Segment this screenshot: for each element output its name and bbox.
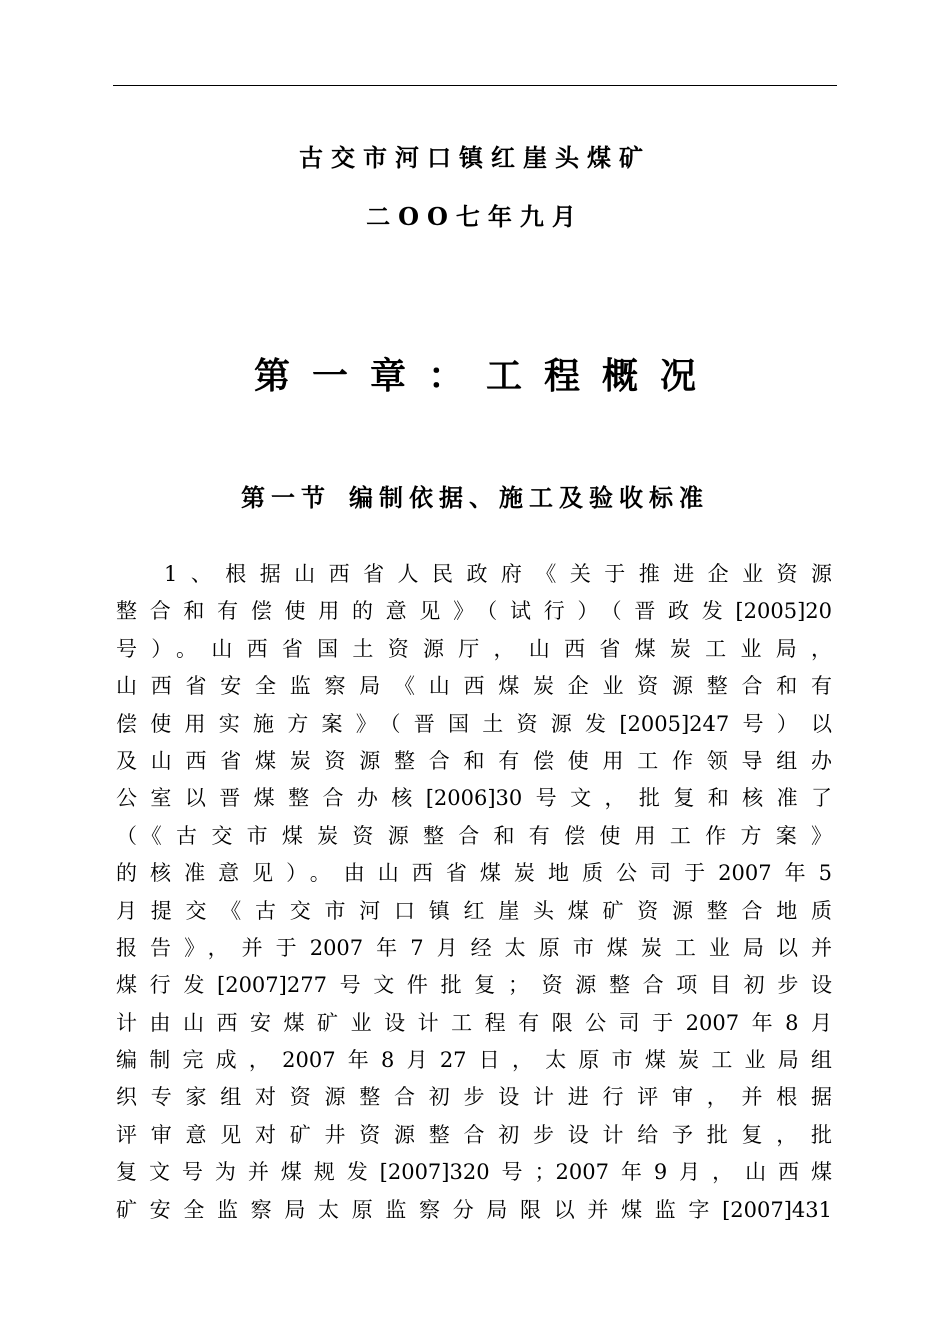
body-line: 月提交《古交市河口镇红崖头煤矿资源整合地质: [116, 898, 832, 923]
body-line: 编制完成，2007年8月27日，太原市煤炭工业局组: [116, 1048, 832, 1073]
body-line: 偿使用实施方案》（晋国土资源发[2005]247号）以: [116, 711, 832, 736]
body-paragraph: [116, 556, 832, 1229]
body-line: 1、根据山西省人民政府《关于推进企业资源: [164, 562, 832, 586]
company-name: 古交市河口镇红崖头煤矿: [299, 143, 651, 172]
section-title: 编制依据、施工及验收标准: [349, 483, 709, 512]
chapter-title: 第一章：工程概况: [253, 355, 718, 397]
body-line: 织专家组对资源整合初步设计进行评审，并根据: [116, 1085, 832, 1110]
body-line: 报告》，并于2007年7月经太原市煤炭工业局以并: [116, 935, 832, 960]
body-line: 矿安全监察局太原监察分局限以并煤监字[2007]431: [116, 1197, 832, 1222]
document-date: 二OO七年九月: [366, 202, 584, 231]
body-line: 山西省安全监察局《山西煤炭企业资源整合和有: [116, 674, 832, 699]
body-line: 整合和有偿使用的意见》（试行）（晋政发[2005]20: [116, 599, 832, 624]
body-line: 复文号为并煤规发[2007]320号；2007年9月，山西煤: [116, 1160, 832, 1185]
body-line: 煤行发[2007]277号文件批复；资源整合项目初步设: [116, 973, 832, 998]
body-line: 计由山西安煤矿业设计工程有限公司于2007年8月: [116, 1010, 832, 1035]
body-line: 及山西省煤炭资源整合和有偿使用工作领导组办: [116, 748, 832, 773]
body-line: 号）。山西省国土资源厅，山西省煤炭工业局，: [116, 636, 832, 661]
section-heading: [0, 478, 950, 513]
body-line: 公室以晋煤整合办核[2006]30号文，批复和核准了: [116, 786, 832, 811]
body-line: 的核准意见）。由山西省煤炭地质公司于2007年5: [116, 861, 832, 886]
body-line: （《古交市煤炭资源整合和有偿使用工作方案》: [116, 823, 832, 848]
header-rule: [113, 85, 837, 86]
section-number: 第一节: [241, 483, 331, 512]
body-line: 评审意见对矿井资源整合初步设计给予批复，批: [116, 1122, 832, 1147]
